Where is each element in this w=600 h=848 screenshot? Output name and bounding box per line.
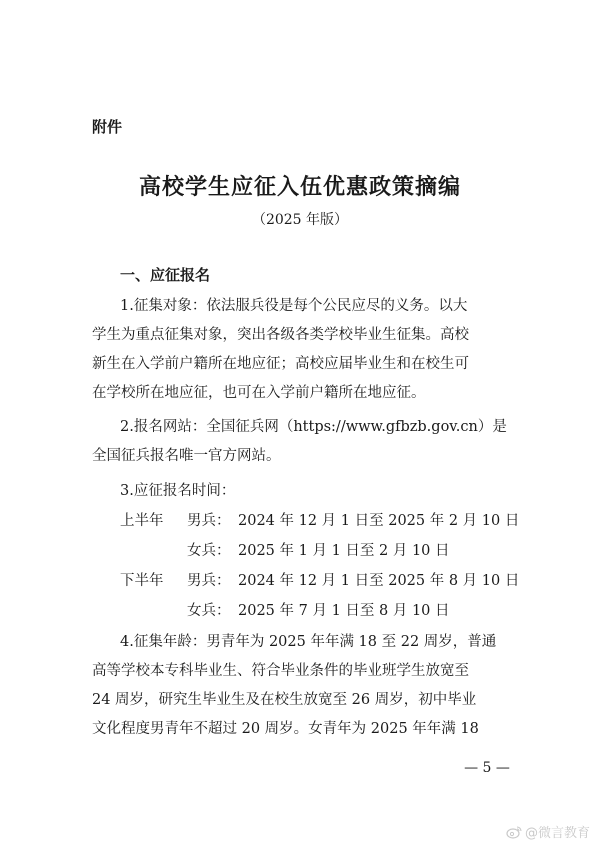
schedule-second-female-label: 女兵： xyxy=(187,603,231,619)
watermark-text: @微言教育 xyxy=(524,826,590,841)
schedule-second-female-dates: 2025 年 7 月 1 日至 8 月 10 日 xyxy=(238,603,450,619)
item4-line-2: 高等学校本专科毕业生、符合毕业条件的毕业班学生放宽至 xyxy=(92,663,469,679)
weibo-icon xyxy=(506,825,522,839)
schedule-second-male-dates: 2024 年 12 月 1 日至 2025 年 8 月 10 日 xyxy=(238,573,520,589)
document-subtitle: （2025 年版） xyxy=(251,212,349,228)
item2-line-2: 全国征兵报名唯一官方网站。 xyxy=(92,448,281,464)
schedule-first-male-label: 男兵： xyxy=(187,513,231,529)
schedule-first-male-dates: 2024 年 12 月 1 日至 2025 年 2 月 10 日 xyxy=(238,513,520,529)
section-heading: 一、应征报名 xyxy=(120,266,211,284)
item1-line-2: 学生为重点征集对象，突出各级各类学校毕业生征集。高校 xyxy=(92,327,469,343)
item3-title: 3.应征报名时间： xyxy=(120,483,236,499)
item1-line-1: 1.征集对象：依法服兵役是每个公民应尽的义务。以大 xyxy=(120,298,468,314)
item4-line-3: 24 周岁，研究生毕业生及在校生放宽至 26 周岁，初中毕业 xyxy=(92,692,477,708)
page-number: — 5 — xyxy=(464,760,510,776)
watermark xyxy=(506,822,590,841)
schedule-first-female-dates: 2025 年 1 月 1 日至 2 月 10 日 xyxy=(238,543,450,559)
attachment-label: 附件 xyxy=(92,118,123,136)
item4-line-1: 4.征集年龄：男青年为 2025 年年满 18 至 22 周岁，普通 xyxy=(120,634,497,650)
schedule-second-male-label: 男兵： xyxy=(187,573,231,589)
item1-line-4: 在学校所在地应征，也可在入学前户籍所在地应征。 xyxy=(92,385,426,401)
schedule-half-second: 下半年 xyxy=(120,573,164,589)
item4-line-4: 文化程度男青年不超过 20 周岁。女青年为 2025 年年满 18 xyxy=(92,721,479,737)
schedule-half-first: 上半年 xyxy=(120,513,164,529)
item1-line-3: 新生在入学前户籍所在地应征；高校应届毕业生和在校生可 xyxy=(92,356,469,372)
schedule-first-female-label: 女兵： xyxy=(187,543,231,559)
item2-line-1: 2.报名网站：全国征兵网（https://www.gfbzb.gov.cn）是 xyxy=(120,419,507,435)
document-title: 高校学生应征入伍优惠政策摘编 xyxy=(138,174,461,200)
